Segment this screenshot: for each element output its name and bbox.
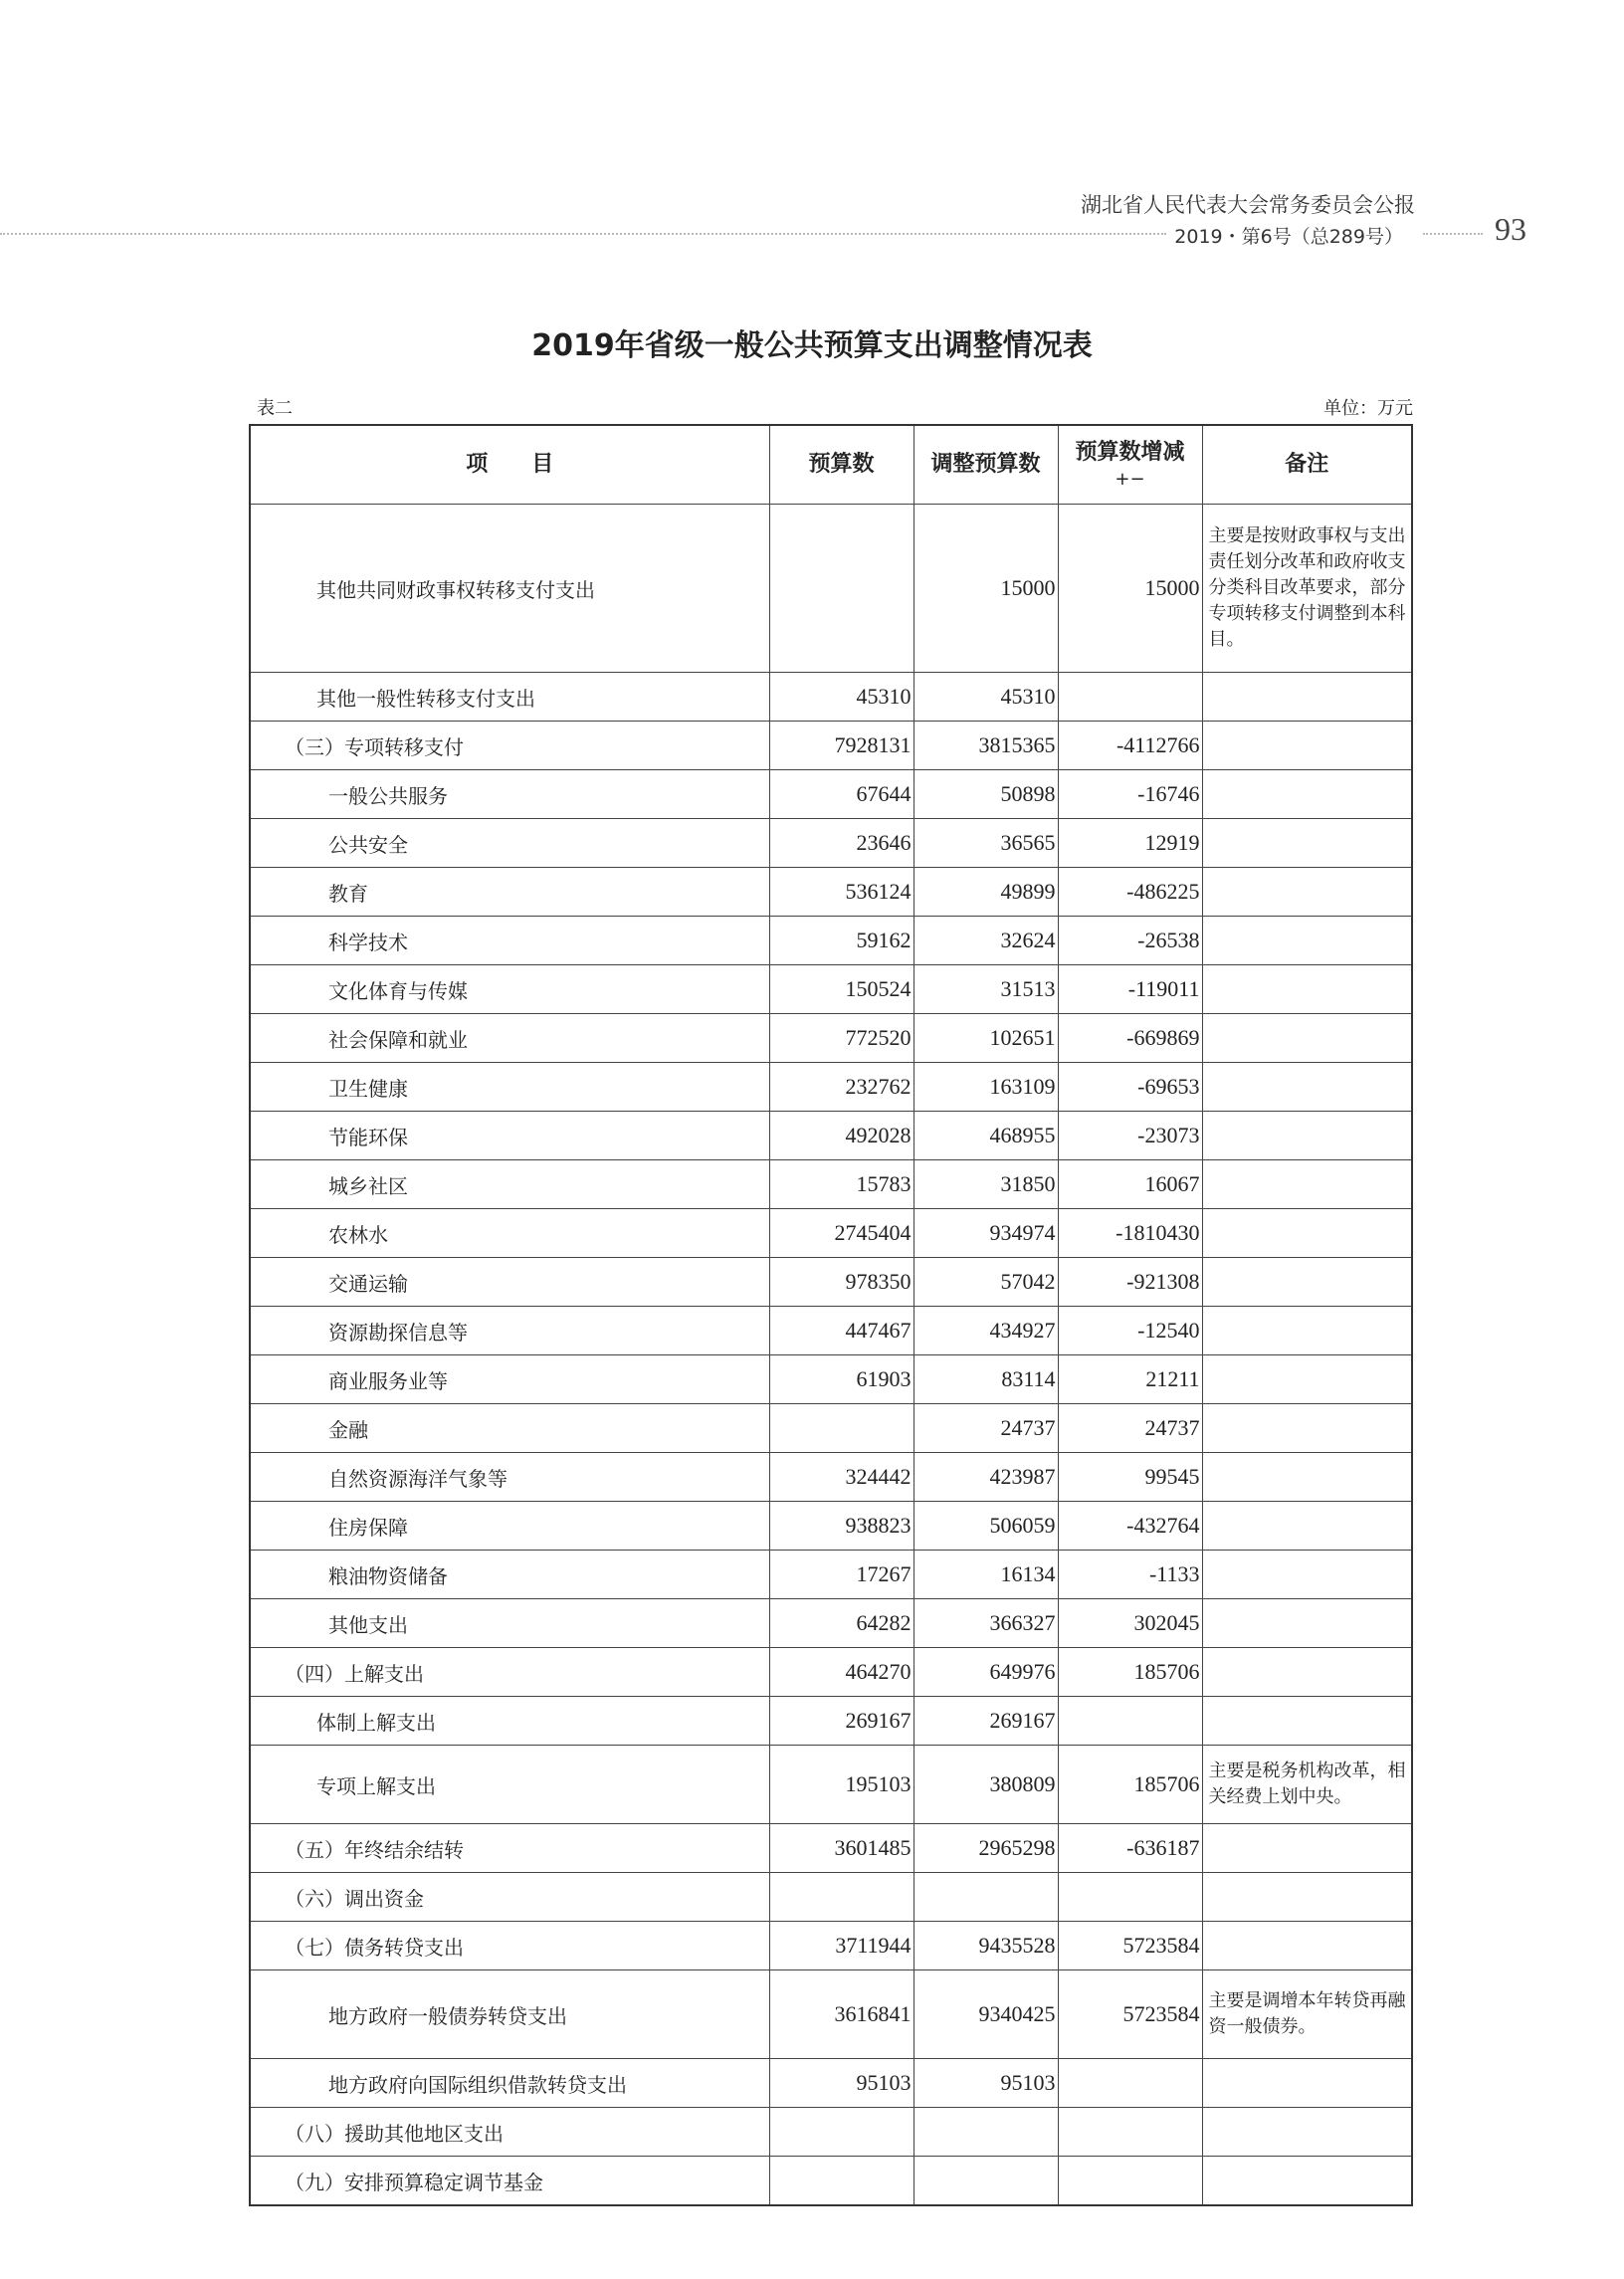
row-item-name: （八）援助其他地区支出 bbox=[250, 2108, 769, 2157]
row-change-value: -69653 bbox=[1058, 1063, 1202, 1112]
row-change-value: -921308 bbox=[1058, 1258, 1202, 1307]
row-item-name: 文化体育与传媒 bbox=[250, 965, 769, 1014]
row-item-name: 资源勘探信息等 bbox=[250, 1307, 769, 1355]
row-item-name: 城乡社区 bbox=[250, 1160, 769, 1209]
table-row bbox=[250, 1648, 1412, 1697]
row-note: 主要是调增本年转贷再融资一般债券。 bbox=[1202, 1970, 1412, 2059]
budget-adjustment-table bbox=[249, 424, 1413, 2206]
table-row bbox=[250, 1599, 1412, 1648]
row-adjusted-value bbox=[914, 2108, 1058, 2157]
row-adjusted-value: 83114 bbox=[914, 1355, 1058, 1404]
table-row bbox=[250, 1063, 1412, 1112]
row-adjusted-value: 468955 bbox=[914, 1112, 1058, 1160]
row-adjusted-value: 32624 bbox=[914, 917, 1058, 965]
table-row bbox=[250, 1258, 1412, 1307]
table-row bbox=[250, 1307, 1412, 1355]
row-note bbox=[1202, 965, 1412, 1014]
row-change-value: -486225 bbox=[1058, 868, 1202, 917]
table-row bbox=[250, 2108, 1412, 2157]
row-item-name: 专项上解支出 bbox=[250, 1746, 769, 1824]
table-row bbox=[250, 1453, 1412, 1502]
row-item-name: 地方政府一般债券转贷支出 bbox=[250, 1970, 769, 2059]
header-divider-left bbox=[0, 233, 1166, 235]
row-item-name: 商业服务业等 bbox=[250, 1355, 769, 1404]
row-change-value: -636187 bbox=[1058, 1824, 1202, 1873]
row-budget-value bbox=[769, 2108, 914, 2157]
row-item-name: （九）安排预算稳定调节基金 bbox=[250, 2157, 769, 2206]
row-change-value bbox=[1058, 1697, 1202, 1746]
row-change-value: -4112766 bbox=[1058, 722, 1202, 770]
table-row bbox=[250, 1112, 1412, 1160]
col-adjusted-header: 调整预算数 bbox=[914, 425, 1058, 505]
row-change-value: 21211 bbox=[1058, 1355, 1202, 1404]
issue-info: 2019・第6号（总289号） bbox=[1174, 226, 1403, 248]
table-row bbox=[250, 1355, 1412, 1404]
table-row bbox=[250, 1404, 1412, 1453]
row-adjusted-value: 102651 bbox=[914, 1014, 1058, 1063]
row-adjusted-value: 57042 bbox=[914, 1258, 1058, 1307]
row-change-value bbox=[1058, 2059, 1202, 2108]
table-row bbox=[250, 1014, 1412, 1063]
row-adjusted-value: 16134 bbox=[914, 1551, 1058, 1599]
table-row bbox=[250, 868, 1412, 917]
row-note bbox=[1202, 1209, 1412, 1258]
journal-name: 湖北省人民代表大会常务委员会公报 bbox=[1081, 193, 1415, 217]
row-item-name: 金融 bbox=[250, 1404, 769, 1453]
row-adjusted-value: 24737 bbox=[914, 1404, 1058, 1453]
row-note bbox=[1202, 673, 1412, 722]
row-budget-value: 150524 bbox=[769, 965, 914, 1014]
row-note bbox=[1202, 819, 1412, 868]
row-change-value: 5723584 bbox=[1058, 1922, 1202, 1970]
row-budget-value: 67644 bbox=[769, 770, 914, 819]
row-change-value: -1133 bbox=[1058, 1551, 1202, 1599]
row-budget-value: 772520 bbox=[769, 1014, 914, 1063]
row-budget-value bbox=[769, 1873, 914, 1922]
row-note bbox=[1202, 1160, 1412, 1209]
table-number: 表二 bbox=[257, 398, 293, 419]
row-budget-value: 195103 bbox=[769, 1746, 914, 1824]
row-adjusted-value bbox=[914, 1873, 1058, 1922]
row-item-name: 住房保障 bbox=[250, 1502, 769, 1551]
table-row bbox=[250, 1922, 1412, 1970]
table-row bbox=[250, 1824, 1412, 1873]
row-change-value: 185706 bbox=[1058, 1746, 1202, 1824]
row-change-value: -26538 bbox=[1058, 917, 1202, 965]
row-change-value: -1810430 bbox=[1058, 1209, 1202, 1258]
row-note bbox=[1202, 1697, 1412, 1746]
table-row bbox=[250, 770, 1412, 819]
row-note bbox=[1202, 1648, 1412, 1697]
row-item-name: （七）债务转贷支出 bbox=[250, 1922, 769, 1970]
table-body bbox=[250, 505, 1412, 2206]
row-adjusted-value: 269167 bbox=[914, 1697, 1058, 1746]
row-change-value bbox=[1058, 673, 1202, 722]
table-row bbox=[250, 1502, 1412, 1551]
row-budget-value: 23646 bbox=[769, 819, 914, 868]
row-adjusted-value: 95103 bbox=[914, 2059, 1058, 2108]
row-change-value: 185706 bbox=[1058, 1648, 1202, 1697]
row-adjusted-value: 31513 bbox=[914, 965, 1058, 1014]
table-row bbox=[250, 505, 1412, 673]
row-note bbox=[1202, 868, 1412, 917]
row-adjusted-value: 36565 bbox=[914, 819, 1058, 868]
row-adjusted-value: 934974 bbox=[914, 1209, 1058, 1258]
row-note bbox=[1202, 1112, 1412, 1160]
row-change-value: -16746 bbox=[1058, 770, 1202, 819]
row-note: 主要是税务机构改革，相关经费上划中央。 bbox=[1202, 1746, 1412, 1824]
row-adjusted-value: 31850 bbox=[914, 1160, 1058, 1209]
row-change-value: -119011 bbox=[1058, 965, 1202, 1014]
row-budget-value: 17267 bbox=[769, 1551, 914, 1599]
row-budget-value bbox=[769, 2157, 914, 2206]
row-budget-value: 64282 bbox=[769, 1599, 914, 1648]
row-change-value bbox=[1058, 2108, 1202, 2157]
row-item-name: 科学技术 bbox=[250, 917, 769, 965]
row-item-name: 地方政府向国际组织借款转贷支出 bbox=[250, 2059, 769, 2108]
row-budget-value: 269167 bbox=[769, 1697, 914, 1746]
row-item-name: 其他共同财政事权转移支付支出 bbox=[250, 505, 769, 673]
row-note bbox=[1202, 770, 1412, 819]
row-change-value: 15000 bbox=[1058, 505, 1202, 673]
row-item-name: 公共安全 bbox=[250, 819, 769, 868]
row-note bbox=[1202, 2108, 1412, 2157]
row-change-value: 5723584 bbox=[1058, 1970, 1202, 2059]
row-change-value: 16067 bbox=[1058, 1160, 1202, 1209]
row-budget-value: 324442 bbox=[769, 1453, 914, 1502]
row-change-value: 99545 bbox=[1058, 1453, 1202, 1502]
row-adjusted-value: 649976 bbox=[914, 1648, 1058, 1697]
table-row bbox=[250, 1970, 1412, 2059]
row-budget-value: 3616841 bbox=[769, 1970, 914, 2059]
table-row bbox=[250, 673, 1412, 722]
row-budget-value: 978350 bbox=[769, 1258, 914, 1307]
page-title: 2019年省级一般公共预算支出调整情况表 bbox=[531, 328, 1093, 363]
row-item-name: 其他一般性转移支付支出 bbox=[250, 673, 769, 722]
row-note bbox=[1202, 1824, 1412, 1873]
row-budget-value: 61903 bbox=[769, 1355, 914, 1404]
row-item-name: （六）调出资金 bbox=[250, 1873, 769, 1922]
row-adjusted-value: 9340425 bbox=[914, 1970, 1058, 2059]
row-note bbox=[1202, 722, 1412, 770]
row-adjusted-value: 2965298 bbox=[914, 1824, 1058, 1873]
row-note: 主要是按财政事权与支出责任划分改革和政府收支分类科目改革要求，部分专项转移支付调整到本科目。 bbox=[1202, 505, 1412, 673]
page-number: 93 bbox=[1495, 211, 1526, 247]
table-row bbox=[250, 1209, 1412, 1258]
row-budget-value: 15783 bbox=[769, 1160, 914, 1209]
row-adjusted-value: 506059 bbox=[914, 1502, 1058, 1551]
header-divider-right bbox=[1423, 233, 1483, 235]
row-adjusted-value: 50898 bbox=[914, 770, 1058, 819]
row-note bbox=[1202, 1258, 1412, 1307]
col-note-header: 备注 bbox=[1202, 425, 1412, 505]
row-note bbox=[1202, 1355, 1412, 1404]
row-item-name: 粮油物资储备 bbox=[250, 1551, 769, 1599]
col-item-header: 项 目 bbox=[250, 425, 769, 505]
table-row bbox=[250, 722, 1412, 770]
row-item-name: 体制上解支出 bbox=[250, 1697, 769, 1746]
row-budget-value: 536124 bbox=[769, 868, 914, 917]
row-change-value: 12919 bbox=[1058, 819, 1202, 868]
row-item-name: 农林水 bbox=[250, 1209, 769, 1258]
row-item-name: 交通运输 bbox=[250, 1258, 769, 1307]
row-budget-value: 7928131 bbox=[769, 722, 914, 770]
table-row bbox=[250, 917, 1412, 965]
row-note bbox=[1202, 2157, 1412, 2206]
table-row bbox=[250, 965, 1412, 1014]
row-note bbox=[1202, 1307, 1412, 1355]
row-adjusted-value: 423987 bbox=[914, 1453, 1058, 1502]
row-note bbox=[1202, 1014, 1412, 1063]
row-budget-value: 232762 bbox=[769, 1063, 914, 1112]
row-change-value: -12540 bbox=[1058, 1307, 1202, 1355]
row-note bbox=[1202, 917, 1412, 965]
row-adjusted-value: 3815365 bbox=[914, 722, 1058, 770]
row-item-name: 卫生健康 bbox=[250, 1063, 769, 1112]
row-adjusted-value: 163109 bbox=[914, 1063, 1058, 1112]
row-item-name: 教育 bbox=[250, 868, 769, 917]
row-change-value bbox=[1058, 2157, 1202, 2206]
table-row bbox=[250, 1697, 1412, 1746]
row-note bbox=[1202, 1922, 1412, 1970]
col-budget-header: 预算数 bbox=[769, 425, 914, 505]
table-header-row bbox=[250, 425, 1412, 505]
row-budget-value: 45310 bbox=[769, 673, 914, 722]
row-item-name: 一般公共服务 bbox=[250, 770, 769, 819]
row-budget-value: 447467 bbox=[769, 1307, 914, 1355]
row-adjusted-value: 434927 bbox=[914, 1307, 1058, 1355]
row-budget-value: 464270 bbox=[769, 1648, 914, 1697]
col-change-header bbox=[1058, 425, 1202, 505]
table-row bbox=[250, 819, 1412, 868]
row-budget-value: 3601485 bbox=[769, 1824, 914, 1873]
row-change-value: -432764 bbox=[1058, 1502, 1202, 1551]
row-note bbox=[1202, 1873, 1412, 1922]
col-change-title: 预算数增减 bbox=[1075, 440, 1185, 465]
row-item-name: （四）上解支出 bbox=[250, 1648, 769, 1697]
row-note bbox=[1202, 1063, 1412, 1112]
row-item-name: （三）专项转移支付 bbox=[250, 722, 769, 770]
row-adjusted-value: 15000 bbox=[914, 505, 1058, 673]
row-note bbox=[1202, 1502, 1412, 1551]
row-adjusted-value bbox=[914, 2157, 1058, 2206]
table-row bbox=[250, 2059, 1412, 2108]
row-item-name: （五）年终结余结转 bbox=[250, 1824, 769, 1873]
row-change-value: -669869 bbox=[1058, 1014, 1202, 1063]
row-budget-value: 3711944 bbox=[769, 1922, 914, 1970]
row-adjusted-value: 380809 bbox=[914, 1746, 1058, 1824]
row-item-name: 社会保障和就业 bbox=[250, 1014, 769, 1063]
col-change-sign: +− bbox=[1115, 468, 1145, 490]
row-adjusted-value: 366327 bbox=[914, 1599, 1058, 1648]
row-item-name: 其他支出 bbox=[250, 1599, 769, 1648]
table-row bbox=[250, 1160, 1412, 1209]
row-adjusted-value: 9435528 bbox=[914, 1922, 1058, 1970]
row-budget-value bbox=[769, 505, 914, 673]
row-budget-value: 938823 bbox=[769, 1502, 914, 1551]
row-item-name: 节能环保 bbox=[250, 1112, 769, 1160]
row-budget-value: 492028 bbox=[769, 1112, 914, 1160]
row-note bbox=[1202, 1404, 1412, 1453]
row-adjusted-value: 49899 bbox=[914, 868, 1058, 917]
table-row bbox=[250, 1551, 1412, 1599]
table-row bbox=[250, 1746, 1412, 1824]
row-adjusted-value: 45310 bbox=[914, 673, 1058, 722]
table-row bbox=[250, 2157, 1412, 2206]
row-note bbox=[1202, 1599, 1412, 1648]
row-budget-value: 59162 bbox=[769, 917, 914, 965]
row-note bbox=[1202, 1551, 1412, 1599]
table-row bbox=[250, 1873, 1412, 1922]
row-change-value bbox=[1058, 1873, 1202, 1922]
row-budget-value: 2745404 bbox=[769, 1209, 914, 1258]
row-note bbox=[1202, 1453, 1412, 1502]
row-change-value: 302045 bbox=[1058, 1599, 1202, 1648]
row-item-name: 自然资源海洋气象等 bbox=[250, 1453, 769, 1502]
row-change-value: -23073 bbox=[1058, 1112, 1202, 1160]
row-change-value: 24737 bbox=[1058, 1404, 1202, 1453]
row-budget-value bbox=[769, 1404, 914, 1453]
row-budget-value: 95103 bbox=[769, 2059, 914, 2108]
row-note bbox=[1202, 2059, 1412, 2108]
unit-label: 单位：万元 bbox=[1323, 398, 1413, 419]
